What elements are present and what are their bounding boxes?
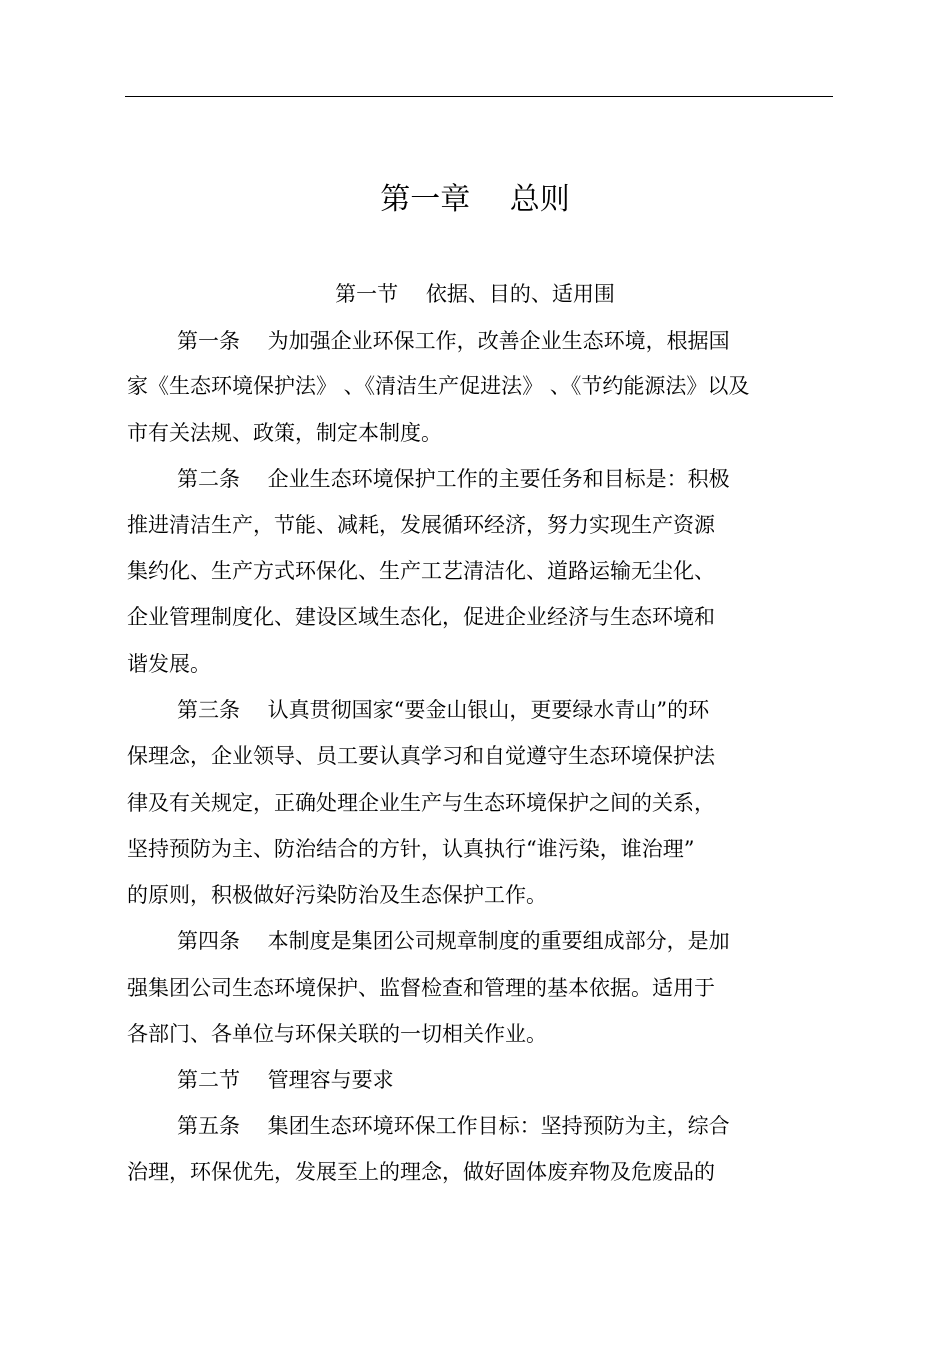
article-2-line-3: 集约化、生产方式环保化、生产工艺清洁化、道路运输无尘化、 (127, 559, 715, 583)
article-3-line-4: 坚持预防为主、防治结合的方针，认真执行“谁污染，谁治理” (127, 837, 695, 861)
header-rule (125, 96, 833, 97)
article-3-line-2: 保理念，企业领导、员工要认真学习和自觉遵守生态环境保护法 (127, 744, 715, 768)
article-1-line-1: 第一条 为加强企业环保工作，改善企业生态环境，根据国 (177, 329, 730, 353)
article-5-line-2: 治理，环保优先，发展至上的理念，做好固体废弃物及危废品的 (127, 1160, 715, 1184)
article-1-line-2: 家《生态环境保护法》 、《清洁生产促进法》 、《节约能源法》以及 (127, 374, 750, 398)
article-2-line-2: 推进清洁生产，节能、减耗，发展循环经济，努力实现生产资源 (127, 513, 715, 537)
article-4-line-1: 第四条 本制度是集团公司规章制度的重要组成部分，是加 (177, 929, 730, 953)
article-3-line-3: 律及有关规定，正确处理企业生产与生态环境保护之间的关系， (127, 791, 715, 815)
article-2-line-1: 第二条 企业生态环境保护工作的主要任务和目标是：积极 (177, 467, 730, 491)
section-title-2: 第二节 管理容与要求 (177, 1068, 394, 1092)
article-2-line-4: 企业管理制度化、建设区域生态化，促进企业经济与生态环境和 (127, 605, 715, 629)
article-3-line-1: 第三条 认真贯彻国家“要金山银山，更要绿水青山”的环 (177, 698, 710, 722)
article-5-line-1: 第五条 集团生态环境环保工作目标：坚持预防为主，综合 (177, 1114, 730, 1138)
article-4-line-2: 强集团公司生态环境保护、监督检查和管理的基本依据。适用于 (127, 976, 715, 1000)
article-2-line-5: 谐发展。 (127, 652, 211, 676)
article-3-line-5: 的原则，积极做好污染防治及生态保护工作。 (127, 883, 547, 907)
article-4-line-3: 各部门、各单位与环保关联的一切相关作业。 (127, 1022, 547, 1046)
article-1-line-3: 市有关法规、政策，制定本制度。 (127, 421, 442, 445)
section-title: 第一节 依据、目的、适用围 (335, 282, 615, 306)
chapter-title: 第一章 总则 (380, 182, 570, 217)
